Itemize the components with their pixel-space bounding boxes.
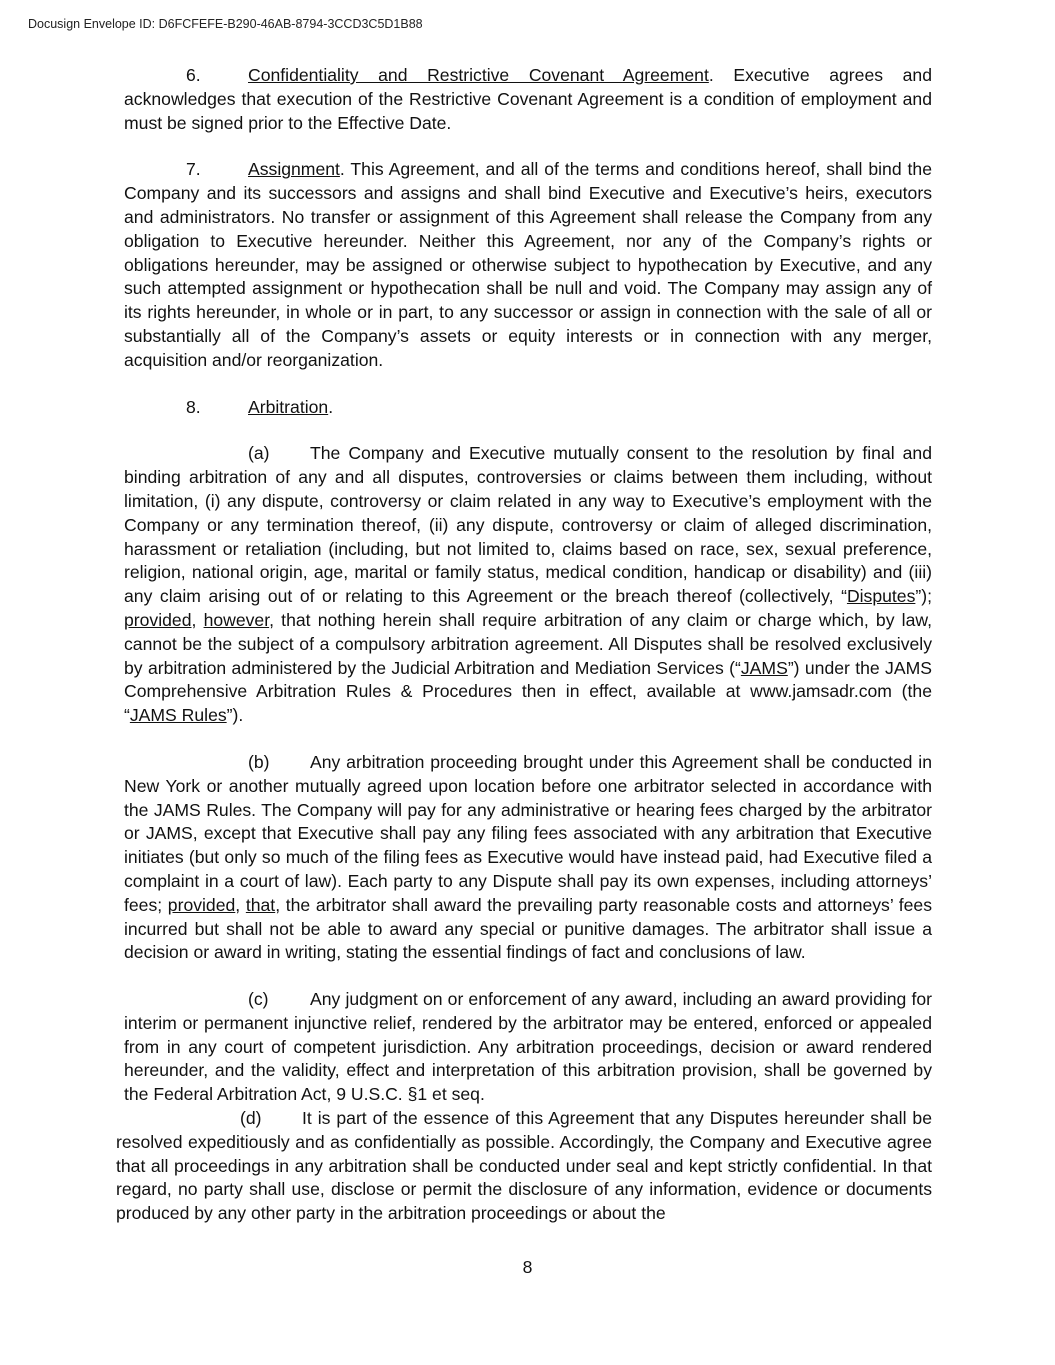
defined-term-jams-rules: JAMS Rules	[129, 705, 227, 726]
term-provided: provided	[124, 609, 192, 630]
section-text: . Executive agrees and acknowledges that execution of the Restrictive Covenant Agreement is a condition of employment and must be signed prior to the Effective Date.	[124, 65, 932, 133]
subsection-text: ,	[235, 894, 246, 915]
subsection-d	[116, 1107, 932, 1226]
subsection-text: ”) under the JAMS Comprehensive Arbitration Rules & Procedures then in effect, available at www.jamsadr.com (the “	[124, 657, 932, 726]
subsection-c	[124, 988, 932, 1107]
subsection-label: (d)	[240, 1108, 262, 1129]
section-title: Assignment	[248, 159, 340, 180]
section-title: Confidentiality and Restrictive Covenant Agreement	[248, 65, 709, 85]
defined-term-jams: JAMS	[740, 657, 788, 678]
section-number: 7.	[186, 159, 201, 180]
section-6	[124, 64, 932, 135]
page-number: 8	[522, 1257, 533, 1277]
subsection-text: ”).	[226, 705, 244, 726]
subsection-text: ,	[191, 609, 204, 630]
document-body	[116, 64, 933, 1226]
subsection-label: (c)	[248, 989, 269, 1010]
section-number: 8.	[186, 396, 201, 417]
subsection-text: ”);	[915, 586, 932, 607]
subsection-text: The Company and Executive mutually consent to the resolution by final and binding arbitration of any and all disputes, controversies or claims between them including, without limitation, (i) any dispute, controversy or claim related in any way to Executive’s employment with the Company or any termination thereof, (ii) any dispute, controversy or claim of alleged discrimination, harassment or retaliation (including, but not limited to, claims based on race, sex, sexual preference, religion, national origin, age, marital or family status, medical condition, handicap or disability) and (iii) any claim arising out of or relating to this Agreement or the breach thereof (collectively, “	[124, 443, 932, 607]
subsection-text: , that nothing herein shall require arbitration of any claim or charge which, by law, cannot be the subject of a compulsory arbitration agreement. All Disputes shall be resolved exclusively by arbitration administered by the Judicial Arbitration and Mediation Services (“	[124, 609, 933, 678]
section-number: 6.	[186, 65, 201, 85]
section-title-suffix: .	[328, 396, 334, 417]
subsection-label: (a)	[248, 443, 270, 464]
subsection-label: (b)	[248, 751, 270, 772]
subsection-text: Any judgment on or enforcement of any award, including an award providing for interim or permanent injunctive relief, rendered by the arbitrator may be entered, enforced or appealed from in any court of competent jurisdiction. Any arbitration proceedings, decision or award rendered hereunder, and the validity, effect and interpretation of this arbitration provision, shall be governed by the Federal Arbitration Act, 9 U.S.C. §1 et seq.	[124, 989, 932, 1105]
envelope-id: Docusign Envelope ID: D6FCFEFE-B290-46AB-8794-3CCD3C5D1B88	[28, 17, 423, 31]
section-text: . This Agreement, and all of the terms and conditions hereof, shall bind the Company and its successors and assigns and shall bind Executive and Executive’s heirs, executors and administrators. No transfer or assignment of this Agreement shall release the Company from any obligation to Executive hereunder. Neither this Agreement, nor any of the Company’s rights or obligations hereunder, may be assigned or otherwise subject to hypothecation by Executive, and any such attempted assignment or hypothecation shall be null and void. The Company may assign any of its rights hereunder, in whole or in part, to any successor or assign in connection with the sale of all or substantially all of the Company’s assets or equity interests or in connection with any merger, acquisition and/or reorganization.	[124, 159, 932, 370]
section-8-heading	[124, 396, 932, 420]
term-provided: provided	[167, 894, 236, 915]
section-7	[124, 158, 932, 372]
subsection-a	[124, 442, 932, 728]
subsection-text: It is part of the essence of this Agreement that any Disputes hereunder shall be resolved expeditiously and as confidentially as possible. Accordingly, the Company and Executive agree that all proceedings in any arbitration shall be conducted under seal and kept strictly confidential. In that regard, no party shall use, disclose or permit the disclosure of any information, evidence or documents produced by any other party in the arbitration proceedings or about the	[116, 1108, 932, 1224]
term-that: that	[245, 894, 276, 915]
section-title: Arbitration	[248, 396, 329, 417]
defined-term-disputes: Disputes	[846, 586, 916, 607]
subsection-text: , the arbitrator shall award the prevailing party reasonable costs and attorneys’ fees incurred but shall not be able to award any special or punitive damages. The arbitrator shall issue a decision or award in writing, stating the essential findings of fact and conclusions of law.	[124, 894, 933, 963]
subsection-b	[124, 751, 932, 965]
term-however: however	[203, 609, 270, 630]
subsection-text: Any arbitration proceeding brought under this Agreement shall be conducted in New York or another mutually agreed upon location before one arbitrator selected in accordance with the JAMS Rules. The Company will pay for any administrative or hearing fees charged by the arbitrator or JAMS, except that Executive shall pay any filing fees associated with any arbitration that Executive initiates (but only so much of the filing fees as Executive would have instead paid, had Executive filed a complaint in a court of law). Each party to any Dispute shall pay its own expenses, including attorneys’ fees;	[124, 751, 932, 915]
